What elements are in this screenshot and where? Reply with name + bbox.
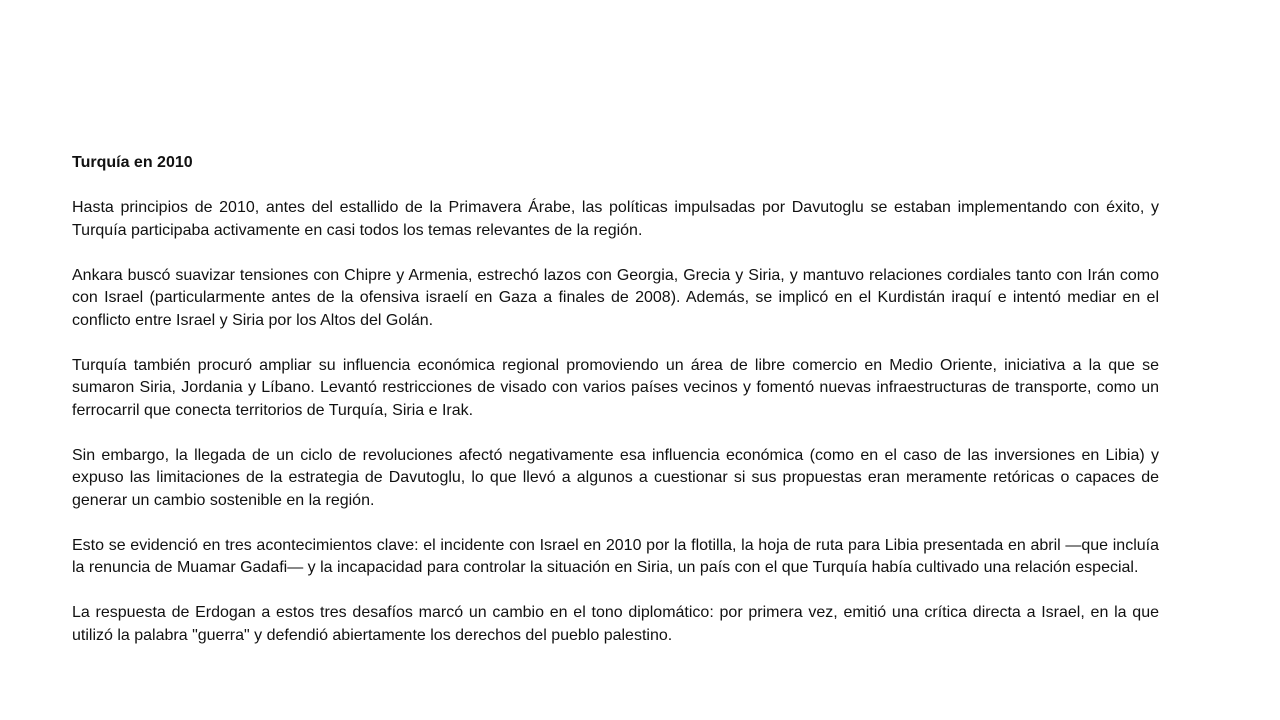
- document-title: Turquía en 2010: [72, 154, 193, 171]
- paragraph: Esto se evidenció en tres acontecimientos clave: el incidente con Israel en 2010 por la flotilla, la hoja de ruta para Libia presentada en abril —que incluía la renuncia de Muamar Gadafi— y la incapacidad para controlar la situación en Siria, un país con el que Turquía había cultivado una relación especial.: [72, 536, 1159, 576]
- paragraph: La respuesta de Erdogan a estos tres desafíos marcó un cambio en el tono diplomático: por primera vez, emitió una crítica directa a Israel, en la que utilizó la palabra "guerra" y defendió abiertamente los derechos del pueblo palestino.: [72, 604, 1159, 644]
- slide-content: [72, 152, 1159, 670]
- paragraph: Hasta principios de 2010, antes del estallido de la Primavera Árabe, las políticas impulsadas por Davutoglu se estaban implementando con éxito, y Turquía participaba activamente en casi todos los temas relevantes de la región.: [72, 199, 1159, 239]
- paragraph: Ankara buscó suavizar tensiones con Chipre y Armenia, estrechó lazos con Georgia, Grecia y Siria, y mantuvo relaciones cordiales tanto con Irán como con Israel (particularmente antes de la ofensiva israelí en Gaza a finales de 2008). Además, se implicó en el Kurdistán iraquí e intentó mediar en el conflicto entre Israel y Siria por los Altos del Golán.: [72, 266, 1159, 329]
- paragraph: Turquía también procuró ampliar su influencia económica regional promoviendo un área de libre comercio en Medio Oriente, iniciativa a la que se sumaron Siria, Jordania y Líbano. Levantó restricciones de visado con varios países vecinos y fomentó nuevas infraestructuras de transporte, como un ferrocarril que conecta territorios de Turquía, Siria e Irak.: [72, 356, 1159, 419]
- paragraph: Sin embargo, la llegada de un ciclo de revoluciones afectó negativamente esa influencia económica (como en el caso de las inversiones en Libia) y expuso las limitaciones de la estrategia de Davutoglu, lo que llevó a algunos a cuestionar si sus propuestas eran meramente retóricas o capaces de generar un cambio sostenible en la región.: [72, 446, 1159, 509]
